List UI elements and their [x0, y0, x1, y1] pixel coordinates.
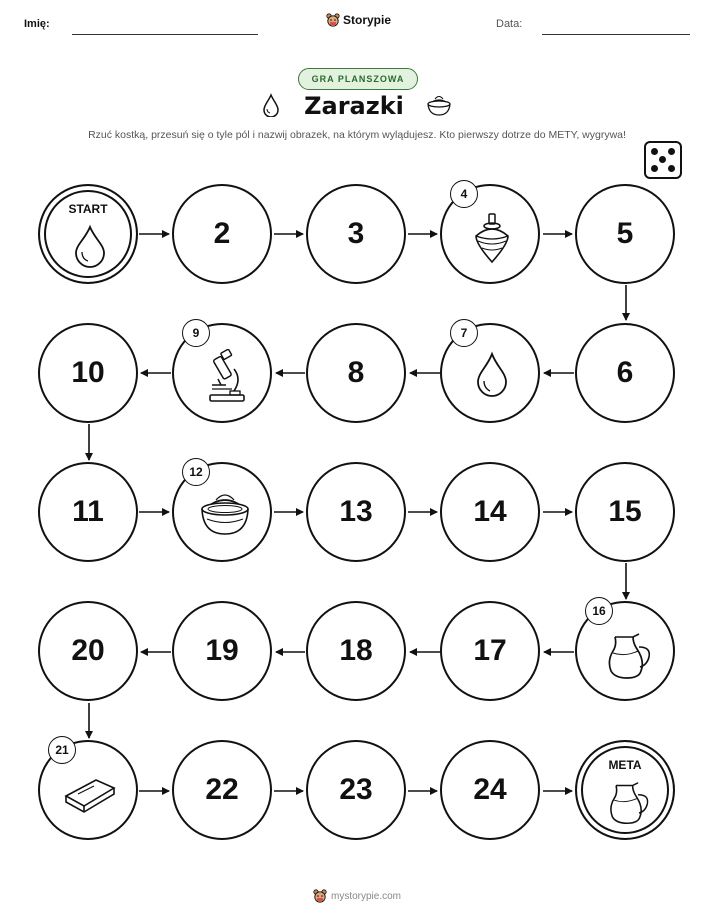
- board-cell: [38, 462, 138, 562]
- board-cell-picture: [38, 740, 138, 840]
- cell-number-badge: 16: [585, 597, 613, 625]
- footer-url: mystorypie.com: [330, 890, 401, 902]
- cell-number: 15: [608, 495, 642, 528]
- cell-number: 10: [71, 356, 105, 389]
- cell-number: 24: [473, 773, 507, 806]
- cell-number-badge: 12: [182, 458, 210, 486]
- cell-number: 17: [473, 634, 507, 667]
- cell-number: 2: [213, 217, 231, 250]
- cell-number: 23: [339, 773, 373, 806]
- board-cell: [306, 323, 406, 423]
- cell-number-badge: 9: [182, 319, 210, 347]
- cell-number: 11: [72, 495, 104, 528]
- board-cell: [575, 462, 675, 562]
- water-drop-icon: [475, 351, 509, 399]
- board-cell: [306, 601, 406, 701]
- water-drop-icon: [73, 224, 107, 268]
- cell-number-badge: 7: [450, 319, 478, 347]
- instructions: Rzuć kostką, przesuń się o tyle pól i nazwij obrazek, na którym wylądujesz. Kto pierwszy dotrze do METY, wygrywa!: [88, 129, 626, 141]
- microscope-icon: [204, 349, 248, 405]
- start-label: START: [68, 202, 108, 216]
- board-cell: [440, 740, 540, 840]
- finish-label: META: [608, 758, 642, 772]
- board-cell-picture: [440, 184, 540, 284]
- board-cell-start: [38, 184, 138, 284]
- board-cell: [172, 601, 272, 701]
- jug-icon: [603, 631, 653, 681]
- board-cell: [38, 601, 138, 701]
- date-label: Data:: [496, 18, 523, 30]
- cream-bowl-icon: [198, 492, 252, 538]
- game-type-badge: GRA PLANSZOWA: [298, 68, 418, 90]
- board-cell: [306, 740, 406, 840]
- board-cell-picture: [440, 323, 540, 423]
- cell-number: 3: [347, 217, 365, 250]
- board-cell: [306, 462, 406, 562]
- title-text: Zarazki: [304, 92, 404, 120]
- jug-icon: [605, 780, 651, 826]
- board-cell: [172, 740, 272, 840]
- cell-number: 18: [339, 634, 373, 667]
- cell-number-badge: 4: [450, 180, 478, 208]
- board-cell: [575, 323, 675, 423]
- soap-bar-icon: [62, 772, 118, 814]
- cell-number: 20: [71, 634, 105, 667]
- board-cell: [575, 184, 675, 284]
- cell-number: 19: [205, 634, 239, 667]
- board-cell: [38, 323, 138, 423]
- brand-name: Storypie: [343, 13, 392, 27]
- cell-number: 6: [616, 356, 634, 389]
- cell-number: 14: [473, 495, 507, 528]
- bear-icon: [313, 889, 327, 903]
- cell-number: 22: [205, 773, 239, 806]
- name-label: Imię:: [24, 18, 50, 30]
- board-cell: [440, 601, 540, 701]
- spinning-top-icon: [470, 212, 514, 266]
- cell-number-badge: 21: [48, 736, 76, 764]
- footer: [0, 889, 714, 903]
- board-cell: [172, 184, 272, 284]
- board-cell-finish: [575, 740, 675, 840]
- board-cell-picture: [172, 323, 272, 423]
- cell-number: 5: [616, 217, 634, 250]
- board-cell: [306, 184, 406, 284]
- cell-number: 8: [347, 356, 365, 389]
- board-cell-picture: [172, 462, 272, 562]
- board-cell-picture: [575, 601, 675, 701]
- board-cell: [440, 462, 540, 562]
- cell-number: 13: [339, 495, 373, 528]
